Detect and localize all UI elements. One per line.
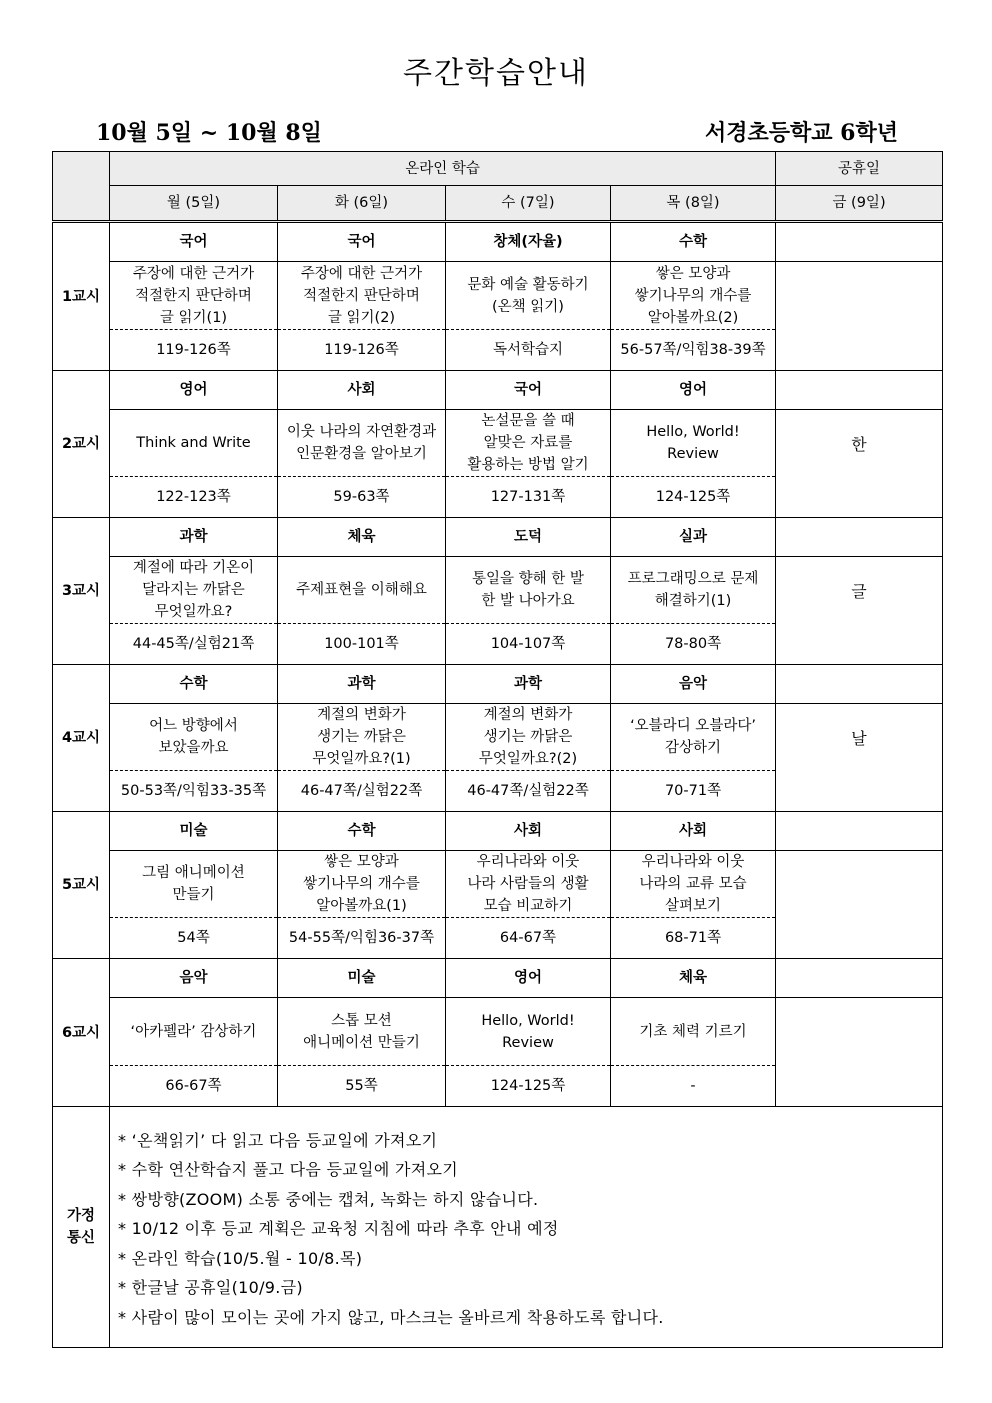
topic-line: 무엇일까요? <box>154 604 233 620</box>
day-header-thu: 목 (8일) <box>611 186 776 222</box>
notice-item: * ‘온책읽기’ 다 읽고 다음 등교일에 가져오기 <box>118 1130 438 1150</box>
page-cell: 44-45쪽/실험21쪽 <box>110 624 278 665</box>
page-title: 주간학습안내 <box>403 56 589 91</box>
holiday-letter: 한 <box>776 410 943 518</box>
page-cell: 119-126쪽 <box>278 330 446 371</box>
topic-line: 계절의 변화가 <box>483 707 573 723</box>
topic-line: 스톱 모션 <box>331 1012 392 1029</box>
topic-cell <box>278 704 446 771</box>
topic-line: 우리나라와 이웃 <box>476 854 580 870</box>
subject-cell: 영어 <box>446 959 611 998</box>
topic-line: 그림 애니메이션 <box>142 865 245 881</box>
subject-cell: 영어 <box>611 371 776 410</box>
topic-line: 어느 방향에서 <box>149 718 238 734</box>
topic-line: 통일을 향해 한 발 <box>472 571 584 587</box>
topic-line: ‘오블라디 오블라다’ <box>630 718 756 734</box>
topic-line: 주장에 대한 근거가 <box>300 265 423 282</box>
topic-line: 문화 예술 활동하기 <box>467 276 589 293</box>
holiday-letter <box>776 851 943 959</box>
subject-cell: 수학 <box>278 812 446 851</box>
topic-line: 알아볼까요(1) <box>316 898 407 914</box>
date-range: 10월 5일 ~ 10월 8일 <box>96 120 322 146</box>
page-cell: 64-67쪽 <box>446 918 611 959</box>
subject-cell: 체육 <box>611 959 776 998</box>
day-header-fri: 금 (9일) <box>776 186 943 222</box>
period-label: 5교시 <box>53 812 110 959</box>
subject-cell: 수학 <box>611 222 776 262</box>
holiday-letter: 날 <box>776 704 943 812</box>
home-notice-label-line: 통신 <box>66 1230 95 1246</box>
topic-line: 프로그래밍으로 문제 <box>627 571 759 587</box>
topic-line: 쌓기나무의 개수를 <box>634 287 752 304</box>
topic-cell <box>278 851 446 918</box>
page-cell: 66-67쪽 <box>110 1066 278 1107</box>
subject-cell: 미술 <box>110 812 278 851</box>
topic-line: 쌓기나무의 개수를 <box>303 876 420 892</box>
topic-cell <box>446 851 611 918</box>
topic-cell <box>446 262 611 330</box>
page-cell: 46-47쪽/실험22쪽 <box>446 771 611 812</box>
topic-line: Hello, World! <box>646 424 740 440</box>
subject-cell: 사회 <box>611 812 776 851</box>
page-cell: 55쪽 <box>278 1066 446 1107</box>
page-cell: 119-126쪽 <box>110 330 278 371</box>
page-cell: - <box>611 1066 776 1107</box>
home-notice-label <box>53 1107 110 1348</box>
day-header-wed: 수 (7일) <box>446 186 611 222</box>
notice-item: * 10/12 이후 등교 계획은 교육청 지침에 따라 추후 안내 예정 <box>118 1219 559 1239</box>
topic-line: 무엇일까요?(2) <box>478 751 578 767</box>
page-cell: 46-47쪽/실험22쪽 <box>278 771 446 812</box>
home-notice-label-line: 가정 <box>66 1208 95 1224</box>
topic-cell <box>278 998 446 1066</box>
page-cell: 124-125쪽 <box>446 1066 611 1107</box>
topic-line: 달라지는 까닭은 <box>142 582 245 598</box>
topic-line: 모습 비교하기 <box>483 898 573 914</box>
topic-line: 기초 체력 기르기 <box>639 1023 747 1040</box>
topic-line: 우리나라와 이웃 <box>641 854 745 870</box>
topic-cell <box>611 998 776 1066</box>
topic-cell <box>611 851 776 918</box>
period-label: 4교시 <box>53 665 110 812</box>
page-cell: 104-107쪽 <box>446 624 611 665</box>
topic-line: 알맞은 자료를 <box>483 435 573 451</box>
subject-cell: 국어 <box>110 222 278 262</box>
topic-line: ‘아카펠라’ 감상하기 <box>130 1023 257 1040</box>
holiday-cell <box>776 518 943 557</box>
topic-line: 보았을까요 <box>158 740 229 756</box>
page-cell: 68-71쪽 <box>611 918 776 959</box>
topic-line: 만들기 <box>172 887 215 903</box>
topic-cell <box>611 410 776 477</box>
topic-cell <box>446 998 611 1066</box>
topic-line: 해결하기(1) <box>654 593 732 609</box>
topic-cell <box>611 704 776 771</box>
topic-cell <box>611 262 776 330</box>
subject-cell: 과학 <box>278 665 446 704</box>
period-label: 6교시 <box>53 959 110 1107</box>
subject-cell: 국어 <box>446 371 611 410</box>
topic-line: Review <box>502 1034 554 1051</box>
page-cell: 78-80쪽 <box>611 624 776 665</box>
topic-line: Hello, World! <box>481 1012 575 1029</box>
page-cell: 56-57쪽/익힘38-39쪽 <box>611 330 776 371</box>
holiday-header: 공휴일 <box>776 152 943 186</box>
topic-line: 활용하는 방법 알기 <box>467 457 589 473</box>
subject-cell: 실과 <box>611 518 776 557</box>
page-cell: 54쪽 <box>110 918 278 959</box>
topic-line: 무엇일까요?(1) <box>312 751 411 767</box>
page-cell: 70-71쪽 <box>611 771 776 812</box>
page-cell: 독서학습지 <box>446 330 611 371</box>
subject-cell: 국어 <box>278 222 446 262</box>
holiday-letter <box>776 998 943 1107</box>
notice-item: * 온라인 학습(10/5.월 - 10/8.목) <box>118 1248 363 1268</box>
holiday-cell <box>776 812 943 851</box>
topic-line: 나라 사람들의 생활 <box>467 876 589 892</box>
topic-line: 계절에 따라 기온이 <box>132 560 255 576</box>
topic-line: 적절한지 판단하며 <box>303 287 420 304</box>
subject-cell: 미술 <box>278 959 446 998</box>
topic-cell <box>278 262 446 330</box>
notice-item: * 한글날 공휴일(10/9.금) <box>118 1278 303 1298</box>
day-header-tue: 화 (6일) <box>278 186 446 222</box>
page-cell: 50-53쪽/익힘33-35쪽 <box>110 771 278 812</box>
topic-line: Review <box>667 446 719 462</box>
topic-line: 생기는 까닭은 <box>317 729 406 745</box>
subject-cell: 사회 <box>278 371 446 410</box>
topic-cell <box>446 410 611 477</box>
topic-line: 알아볼까요(2) <box>647 309 739 326</box>
subject-cell: 음악 <box>110 959 278 998</box>
subject-cell: 과학 <box>110 518 278 557</box>
topic-line: 논설문을 쓸 때 <box>481 413 575 429</box>
subject-cell: 수학 <box>110 665 278 704</box>
page-cell: 124-125쪽 <box>611 477 776 518</box>
topic-cell <box>110 557 278 624</box>
school-grade: 서경초등학교 6학년 <box>705 120 898 146</box>
page-cell: 59-63쪽 <box>278 477 446 518</box>
topic-line: 한 발 나아가요 <box>481 593 575 609</box>
holiday-letter: 글 <box>776 557 943 665</box>
subject-cell: 체육 <box>278 518 446 557</box>
subject-cell: 도덕 <box>446 518 611 557</box>
notice-item: * 쌍방향(ZOOM) 소통 중에는 캡쳐, 녹화는 하지 않습니다. <box>118 1189 539 1209</box>
topic-line: 이웃 나라의 자연환경과 <box>286 424 437 440</box>
page-cell: 54-55쪽/익힘36-37쪽 <box>278 918 446 959</box>
holiday-cell <box>776 371 943 410</box>
page-cell: 100-101쪽 <box>278 624 446 665</box>
topic-line: 나라의 교류 모습 <box>639 876 747 892</box>
period-label: 1교시 <box>53 222 110 371</box>
topic-line: 쌓은 모양과 <box>324 854 399 870</box>
topic-line: 글 읽기(2) <box>327 309 396 326</box>
topic-line: 감상하기 <box>665 740 722 756</box>
topic-line: 글 읽기(1) <box>159 309 228 326</box>
holiday-cell <box>776 222 943 262</box>
topic-cell <box>110 998 278 1066</box>
topic-line: 인문환경을 알아보기 <box>296 446 427 462</box>
period-label: 3교시 <box>53 518 110 665</box>
day-header-mon: 월 (5일) <box>110 186 278 222</box>
holiday-cell <box>776 665 943 704</box>
subject-cell: 사회 <box>446 812 611 851</box>
topic-cell <box>110 704 278 771</box>
schedule-table <box>52 151 943 1348</box>
subject-cell: 과학 <box>446 665 611 704</box>
topic-line: 주장에 대한 근거가 <box>132 265 255 282</box>
topic-line: Think and Write <box>136 435 251 451</box>
topic-cell <box>278 410 446 477</box>
page-cell: 127-131쪽 <box>446 477 611 518</box>
topic-line: 생기는 까닭은 <box>483 729 573 745</box>
notice-item: * 사람이 많이 모이는 곳에 가지 않고, 마스크는 올바르게 착용하도록 합니다. <box>118 1307 664 1327</box>
topic-line: 애니메이션 만들기 <box>303 1034 420 1051</box>
topic-line: 적절한지 판단하며 <box>135 287 252 304</box>
notice-item: * 수학 연산학습지 풀고 다음 등교일에 가져오기 <box>118 1160 458 1180</box>
topic-line: 살펴보기 <box>665 898 722 914</box>
subject-cell: 음악 <box>611 665 776 704</box>
topic-cell <box>278 557 446 624</box>
online-header: 온라인 학습 <box>110 152 776 186</box>
topic-line: 주제표현을 이해해요 <box>296 582 427 598</box>
holiday-cell <box>776 959 943 998</box>
topic-line: (온책 읽기) <box>492 298 564 315</box>
topic-cell <box>110 410 278 477</box>
topic-cell <box>446 557 611 624</box>
holiday-letter <box>776 262 943 371</box>
topic-cell <box>611 557 776 624</box>
topic-cell <box>110 851 278 918</box>
topic-line: 쌓은 모양과 <box>655 265 731 282</box>
period-label: 2교시 <box>53 371 110 518</box>
home-notice-content <box>110 1107 943 1348</box>
subject-cell: 영어 <box>110 371 278 410</box>
topic-cell <box>110 262 278 330</box>
page-cell: 122-123쪽 <box>110 477 278 518</box>
topic-cell <box>446 704 611 771</box>
corner-cell <box>53 152 110 222</box>
subject-cell: 창체(자율) <box>446 222 611 262</box>
topic-line: 계절의 변화가 <box>317 707 406 723</box>
